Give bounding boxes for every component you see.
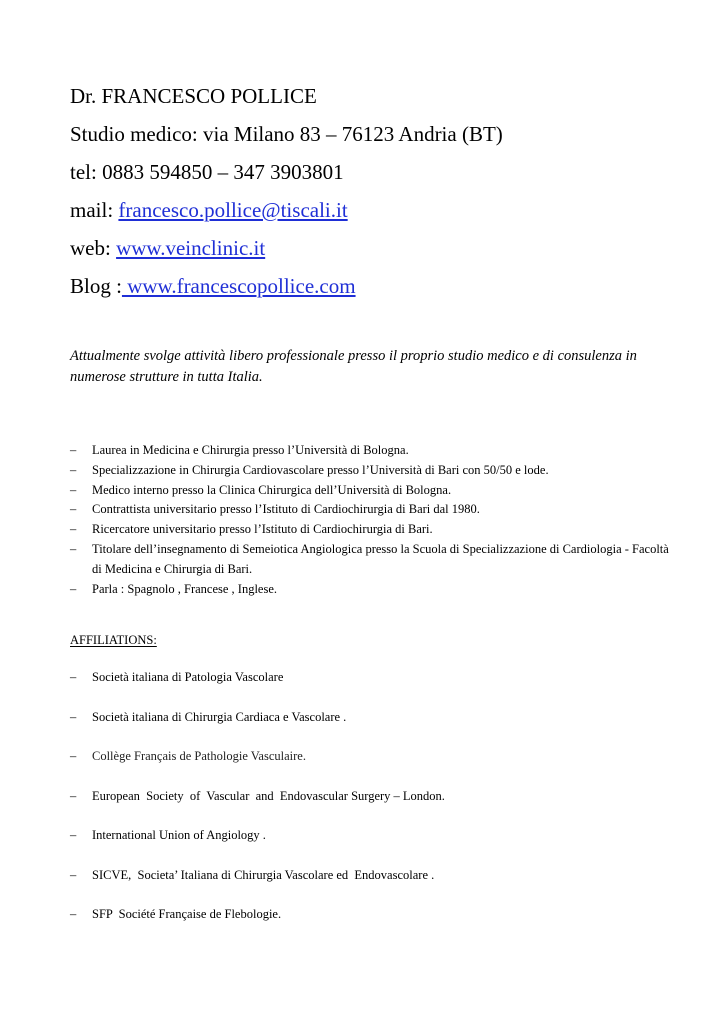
list-item xyxy=(70,905,670,945)
mail-label: mail: xyxy=(70,198,119,222)
affiliation-text: European Society of Vascular and Endovascular Surgery – London. xyxy=(92,788,445,803)
dash-bullet: – xyxy=(70,709,77,724)
dash-bullet: – xyxy=(70,462,77,477)
dash-bullet: – xyxy=(70,541,77,556)
blog-line xyxy=(70,274,690,312)
dash-bullet: – xyxy=(70,670,77,684)
list-item xyxy=(70,500,670,520)
affiliation-text: Società italiana di Chirurgia Cardiaca e Vascolare . xyxy=(92,709,347,724)
list-item xyxy=(70,461,670,481)
cv-item-text: Titolare dell’insegnamento di Semeiotica Angiologica presso la Scuola di Specializzazione di Cardiologia - Facoltà di Medicina e Chirurgia di Bari. xyxy=(92,541,669,576)
dash-bullet: – xyxy=(70,907,77,921)
list-item xyxy=(70,441,670,461)
list-item xyxy=(70,826,670,866)
cv-item-text: Contrattista universitario presso l’Istituto di Cardiochirurgia di Bari dal 1980. xyxy=(92,502,480,517)
list-item xyxy=(70,668,670,708)
cv-item-text: Medico interno presso la Clinica Chirurgica dell’Università di Bologna. xyxy=(92,482,452,497)
affiliation-text: International Union of Angiology . xyxy=(92,828,266,842)
blog-label: Blog : xyxy=(70,274,122,298)
list-item xyxy=(70,481,670,501)
list-item xyxy=(70,747,670,787)
list-item xyxy=(70,580,670,600)
dash-bullet: – xyxy=(70,522,77,537)
cv-item-text: Ricercatore universitario presso l’Istituto di Cardiochirurgia di Bari. xyxy=(92,522,433,537)
cv-list xyxy=(70,441,670,599)
dash-bullet: – xyxy=(70,482,77,497)
dash-bullet: – xyxy=(70,788,77,803)
blog-link[interactable]: www.francescopollice.com xyxy=(121,274,356,298)
list-item xyxy=(70,787,670,827)
list-item xyxy=(70,540,670,580)
phone-numbers: tel: 0883 594850 – 347 3903801 xyxy=(70,160,344,184)
intro-paragraph: Attualmente svolge attività libero professionale presso il proprio studio medico e di consulenza in numerose strutture in tutta Italia. xyxy=(70,348,637,385)
doctor-name: Dr. FRANCESCO POLLICE xyxy=(70,84,317,108)
cv-item-text: Laurea in Medicina e Chirurgia presso l’Università di Bologna. xyxy=(92,443,409,457)
list-item xyxy=(70,708,670,748)
dash-bullet: – xyxy=(70,581,77,596)
cv-item-text: Specializzazione in Chirurgia Cardiovascolare presso l’Università di Bari con 50/50 e lode. xyxy=(92,462,549,477)
affiliation-text: SICVE, Societa’ Italiana di Chirurgia Vascolare ed Endovascolare . xyxy=(92,867,435,882)
web-label: web: xyxy=(70,236,117,260)
web-line xyxy=(70,236,690,274)
dash-bullet: – xyxy=(70,749,77,763)
web-link[interactable]: www.veinclinic.it xyxy=(116,236,266,260)
dash-bullet: – xyxy=(70,828,77,842)
dash-bullet: – xyxy=(70,443,77,457)
affiliation-text: Collège Français de Pathologie Vasculaire. xyxy=(92,749,306,763)
contact-header xyxy=(70,84,690,312)
affiliation-text: SFP Société Française de Flebologie. xyxy=(92,907,282,921)
affiliation-text: Società italiana di Patologia Vascolare xyxy=(92,670,284,684)
list-item xyxy=(70,866,670,906)
list-item xyxy=(70,520,670,540)
office-address: Studio medico: via Milano 83 – 76123 Andria (BT) xyxy=(70,122,503,146)
affiliations-list xyxy=(70,668,670,945)
cv-item-text: Parla : Spagnolo , Francese , Inglese. xyxy=(92,581,278,596)
mail-link[interactable]: francesco.pollice@tiscali.it xyxy=(118,198,348,222)
dash-bullet: – xyxy=(70,502,77,517)
mail-line xyxy=(70,198,690,236)
affiliations-heading: AFFILIATIONS: xyxy=(70,633,157,647)
dash-bullet: – xyxy=(70,867,77,882)
